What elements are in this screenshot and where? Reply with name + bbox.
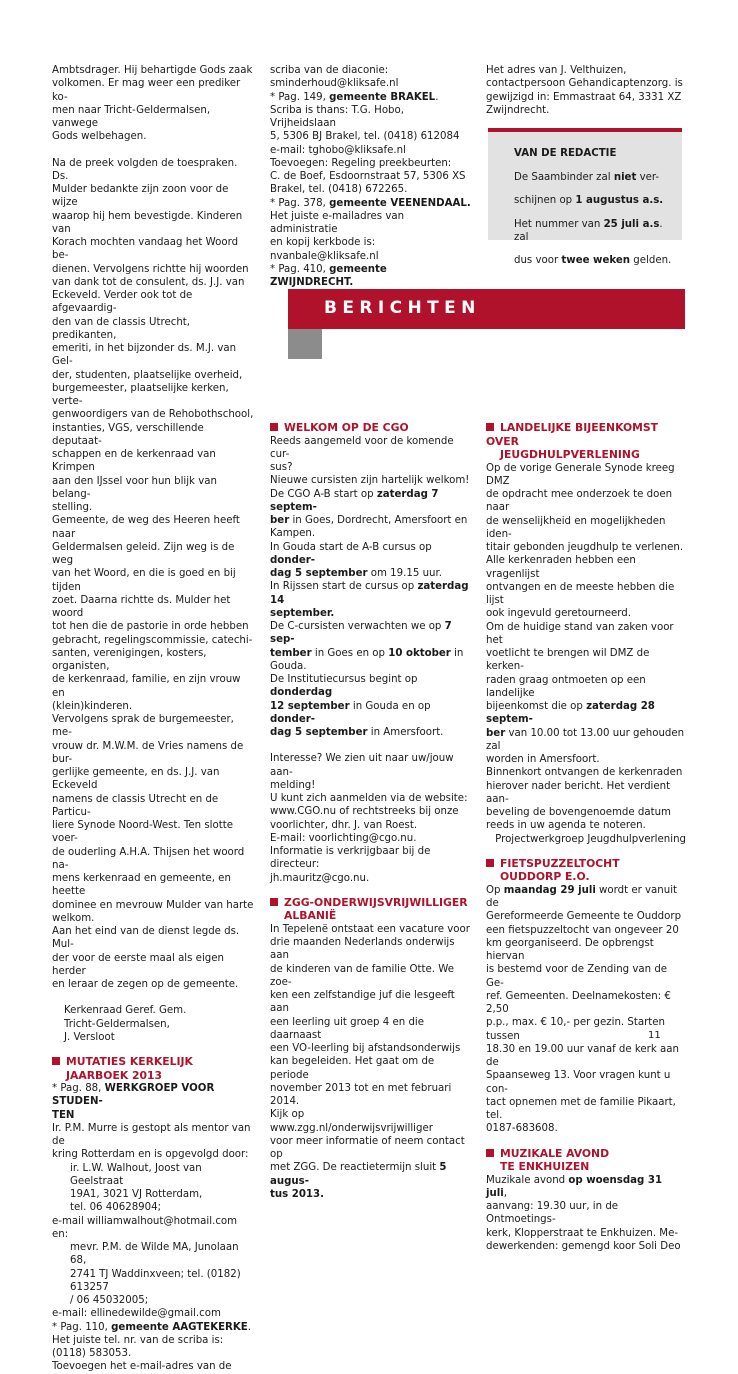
- text-line: liere Synode Noord-West. Ten slotte voer-: [52, 820, 233, 845]
- text-line: volkomen. Er mag weer een prediker ko-: [52, 78, 241, 103]
- text-line: worden in Amersfoort.: [486, 754, 600, 765]
- berichten-banner: [288, 289, 685, 329]
- section-zgg: [270, 896, 470, 1201]
- section-heading: FIETSPUZZELTOCHT OUDDORP E.O.: [486, 857, 686, 884]
- text-line: * Pag. 110, gemeente AAGTEKERKE.: [52, 1321, 252, 1333]
- text-line: melding!: [270, 779, 316, 791]
- text-line: der, studenten, plaatselijke overheid,: [52, 369, 243, 381]
- text-line: In Gouda start de A-B cursus op donder-: [270, 541, 432, 566]
- page-number: 11: [648, 1030, 661, 1041]
- text-line: Gouda.: [270, 660, 307, 672]
- text-line: Gemeente, de weg des Heeren heeft naar: [52, 515, 240, 540]
- text-line: TEN: [52, 1109, 75, 1121]
- text-line: een VO-leerling bij afstandsonderwijs: [270, 1043, 461, 1054]
- text-line: ber van 10.00 tot 13.00 uur gehouden zal: [486, 727, 685, 752]
- text-line: de opdracht mee onderzoek te doen naar: [486, 489, 673, 514]
- text-line: contactpersoon Gehandicaptenzorg. is: [486, 78, 683, 90]
- text-line: (klein)kinderen.: [52, 700, 133, 712]
- text-line: de kerkenraad, familie, en zijn vrouw en: [52, 674, 241, 699]
- text-line: Het nummer van 25 juli a.s. zal: [514, 218, 663, 243]
- text-line: Reeds aangemeld voor de komende cur-: [270, 435, 454, 460]
- text-line: een leerling uit groep 4 en die daarnaast: [270, 1016, 425, 1041]
- text-line: Binnenkort ontvangen de kerkenraden: [486, 767, 683, 779]
- text-line: 12 september in Gouda en op donder-: [270, 700, 431, 725]
- text-line: aan den IJssel voor hun blijk van belang-: [52, 475, 217, 500]
- column-3-bottom: [486, 421, 686, 1253]
- text-line: ontvangen en de meeste hebben die lijst: [486, 581, 675, 606]
- text-line: dag 5 september in Amersfoort.: [270, 727, 444, 738]
- email-text: e-mail: ellinedewilde@gmail.com: [52, 1308, 221, 1320]
- text-line: waarop hij hem bevestigde. Kinderen van: [52, 210, 243, 235]
- text-line: kring Rotterdam en is opgevolgd door:: [52, 1149, 249, 1161]
- text-line: Ir. P.M. Murre is gestopt als mentor van de: [52, 1122, 251, 1147]
- text-line: gerlijke gemeente, en ds. J.J. van Eckeveld: [52, 767, 220, 792]
- text-line: emeriti, in het bijzonder ds. M.J. van Gel-: [52, 343, 237, 368]
- text-line: Informatie is verkrijgbaar bij de directeur:: [270, 846, 431, 871]
- text-line: Toevoegen: Regeling preekbeurten:: [270, 157, 452, 169]
- text-line: voorlichter, dhr. J. van Roest.: [270, 819, 418, 831]
- column-2-top: [270, 64, 472, 289]
- text-line: In Rijssen start de cursus op zaterdag 14: [270, 581, 469, 606]
- text-line: dus voor twee weken gelden.: [514, 255, 672, 267]
- text-line: Na de preek volgden de toespraken. Ds.: [52, 157, 238, 182]
- text-line: 2741 TJ Waddinxveen; tel. (0182) 613257: [70, 1268, 241, 1293]
- text-line: reeds in uw agenda te noteren.: [486, 820, 646, 832]
- text-line: voetlicht te brengen wil DMZ de kerken-: [486, 648, 650, 673]
- text-line: 0187-683608.: [486, 1123, 558, 1135]
- section-heading: LANDELIJKE BIJEENKOMST OVER JEUGDHULPVERLENING: [486, 421, 659, 461]
- text-line: en kopij kerkbode is:: [270, 237, 376, 249]
- text-line: hierover nader bericht. Het verdient aan-: [486, 780, 671, 805]
- text-line: Muzikale avond op woensdag 31 juli,: [486, 1174, 663, 1199]
- text-line: kerk, Klopperstraat te Enkhuizen. Me-: [486, 1227, 679, 1239]
- text-line: namens de classis Utrecht en de Particu-: [52, 793, 219, 818]
- text-line: Nieuwe cursisten zijn hartelijk welkom!: [270, 475, 470, 487]
- text-line: gewijzigd in: Emmastraat 64, 3331 XZ: [486, 91, 682, 103]
- text-line: dewerkenden: gemengd koor Soli Deo: [486, 1240, 681, 1252]
- email-text: e-mail: tghobo@kliksafe.nl: [270, 144, 406, 156]
- column-3-top: [486, 64, 686, 117]
- text-line: de wenselijkheid en mogelijkheden iden-: [486, 515, 666, 540]
- text-line: bijeenkomst die op zaterdag 28 septem-: [486, 701, 655, 726]
- text-line: dienen. Vervolgens richtte hij woorden: [52, 263, 249, 275]
- signature-line: Tricht-Geldermalsen,: [64, 1018, 170, 1030]
- text-line: september.: [270, 607, 335, 619]
- text-line: De C-cursisten verwachten we op 7 sep-: [270, 621, 452, 646]
- redactie-box: [488, 128, 682, 267]
- text-line: Het juiste e-mailadres van administratie: [270, 210, 405, 235]
- text-line: instanties, VGS, verschillende deputaat-: [52, 422, 204, 447]
- text-line: tact opnemen met de familie Pikaart, tel.: [486, 1096, 676, 1121]
- text-line: / 06 45032005;: [70, 1295, 149, 1306]
- text-line: santen, verenigingen, kosters, organisten,: [52, 647, 207, 672]
- text-line: Kampen.: [270, 528, 316, 540]
- banner-title: BERICHTEN: [324, 298, 481, 318]
- text-line: scriba van de diaconie:: [270, 65, 389, 76]
- text-line: kan begeleiden. Het gaat om de periode: [270, 1056, 435, 1081]
- text-line: Alle kerkenraden hebben een vragenlijst: [486, 555, 636, 580]
- square-bullet-icon: [52, 1057, 60, 1065]
- text-line: (0118) 583053.: [52, 1348, 132, 1359]
- text-line: met ZGG. De reactietermijn sluit 5 augus-: [270, 1162, 447, 1187]
- email-text: e-mail williamwalhout@hotmail.com: [52, 1215, 238, 1227]
- text-line: Spaanseweg 13. Voor vragen kunt u con-: [486, 1070, 671, 1095]
- text-line: tember in Goes en op 10 oktober in: [270, 647, 464, 659]
- section-heading: MUZIKALE AVOND TE ENKHUIZEN: [486, 1147, 686, 1174]
- square-bullet-icon: [486, 423, 494, 431]
- text-line: ref. Gemeenten. Deelnamekosten: € 2,50: [486, 990, 671, 1015]
- redactie-title: VAN DE REDACTIE: [514, 148, 617, 160]
- text-line: Aan het eind van de dienst legde ds. Mul-: [52, 926, 240, 951]
- email-text: E-mail: voorlichting@cgo.nu.: [270, 832, 417, 844]
- text-line: In Tepelenë ontstaat een vacature voor: [270, 923, 470, 935]
- text-line: Gereformeerde Gemeente te Ouddorp: [486, 911, 682, 923]
- text-line: dag 5 september om 19.15 uur.: [270, 568, 442, 579]
- text-line: sus?: [270, 462, 293, 473]
- text-line: Gods welbehagen.: [52, 131, 147, 143]
- signature-line: J. Versloot: [64, 1031, 115, 1043]
- text-line: Brakel, tel. (0418) 672265.: [270, 184, 408, 196]
- text-line: een fietspuzzeltocht van ongeveer 20: [486, 924, 679, 936]
- text-line: p.p., max. € 10,- per gezin. Starten tussen: [486, 1017, 666, 1042]
- text-line: zoet. Daarna richtte ds. Mulder het woord: [52, 594, 231, 619]
- text-line: voor meer informatie of neem contact op: [270, 1135, 465, 1160]
- text-line: tus 2013.: [270, 1188, 324, 1200]
- text-line: schappen en de kerkenraad van Krimpen: [52, 449, 216, 474]
- text-line: vrouw dr. M.W.M. de Vries namens de bur-: [52, 740, 244, 765]
- text-line: titair gebonden jeugdhulp te verlenen.: [486, 542, 684, 553]
- column-2-bottom: [270, 421, 470, 1201]
- text-line: stelling.: [52, 502, 93, 513]
- text-line: Het juiste tel. nr. van de scriba is:: [52, 1334, 224, 1346]
- text-line: mens kerkenraad en gemeente, en heette: [52, 873, 231, 898]
- section-fietspuzzeltocht: [486, 857, 686, 1136]
- text-line: km georganiseerd. De opbrengst hiervan: [486, 937, 654, 962]
- section-heading: WELKOM OP DE CGO: [270, 421, 470, 435]
- text-line: de ouderling A.H.A. Thijsen het woord na-: [52, 846, 245, 871]
- text-line: Zwijndrecht.: [486, 104, 550, 116]
- text-line: de kinderen van de familie Otte. We zoe-: [270, 963, 455, 988]
- text-line: genwoordigers van de Rehobothschool,: [52, 409, 254, 421]
- text-line: ook ingevuld geretourneerd.: [486, 608, 632, 620]
- email-text: jh.mauritz@cgo.nu.: [270, 872, 370, 884]
- text-line: * Pag. 149, gemeente BRAKEL.: [270, 91, 439, 103]
- square-bullet-icon: [270, 423, 278, 431]
- text-line: 5, 5306 BJ Brakel, tel. (0418) 612084: [270, 131, 460, 143]
- section-landelijk: [486, 421, 686, 846]
- text-line: burgemeester, plaatselijke kerken, verte-: [52, 382, 229, 407]
- text-line: van het Woord, en die is goed en bij tijden: [52, 568, 236, 593]
- text-line: www.CGO.nu of rechtstreeks bij onze: [270, 806, 459, 818]
- text-line: Geldermalsen geleid. Zijn weg is de weg: [52, 541, 235, 566]
- text-line: ir. L.W. Walhout, Joost van Geelstraat: [70, 1162, 202, 1187]
- square-bullet-icon: [270, 898, 278, 906]
- text-line: der voor de eerste maal als eigen herder: [52, 952, 224, 977]
- text-line: dominee en mevrouw Mulder van harte: [52, 899, 254, 911]
- text-line: welkom.: [52, 912, 95, 924]
- column-1: [52, 64, 254, 1374]
- text-line: Mulder bedankte zijn zoon voor de wijze: [52, 184, 229, 209]
- banner-decoration: [288, 329, 322, 359]
- text-line: mevr. P.M. de Wilde MA, Junolaan 68,: [70, 1242, 239, 1267]
- text-line: tel. 06 40628904;: [70, 1202, 162, 1214]
- text-line: C. de Boef, Esdoornstraat 57, 5306 XS: [270, 171, 466, 182]
- text-line: van dank tot de consulent, ds. J.J. van: [52, 276, 245, 288]
- article-continuation: [52, 64, 254, 1044]
- email-text: sminderhoud@kliksafe.nl: [270, 78, 399, 90]
- text-line: De CGO A-B start op zaterdag 7 septem-: [270, 488, 439, 513]
- text-line: gebracht, regelingscommissie, catechi-: [52, 634, 253, 646]
- text-line: Het adres van J. Velthuizen,: [486, 65, 627, 76]
- text-line: Kijk op www.zgg.nl/onderwijsvrijwilliger: [270, 1109, 433, 1134]
- section-muzikale-avond: [486, 1147, 686, 1254]
- text-line: raden graag ontmoeten op een landelijke: [486, 674, 646, 699]
- text-line: ber in Goes, Dordrecht, Amersfoort en: [270, 515, 468, 526]
- text-line: tot hen die de pastorie in orde hebben: [52, 621, 249, 633]
- text-line: Toevoegen het e-mail-adres van de: [52, 1361, 232, 1373]
- text-line: 19A1, 3021 VJ Rotterdam,: [70, 1189, 203, 1200]
- text-line: De Institutiecursus begint op donderdag: [270, 674, 418, 699]
- text-line: 18.30 en 19.00 uur vanaf de kerk aan de: [486, 1043, 679, 1068]
- signature-line: Kerkenraad Geref. Gem.: [64, 1005, 187, 1017]
- section-heading: ZGG-ONDERWIJSVRIJWILLIGER ALBANIË: [270, 896, 470, 923]
- text-line: * Pag. 378, gemeente VEENENDAAL.: [270, 197, 471, 209]
- text-line: De Saambinder zal niet ver-: [514, 171, 660, 183]
- text-line: aanvang: 19.30 uur, in de Ontmoetings-: [486, 1201, 619, 1226]
- text-line: november 2013 tot en met februari 2014.: [270, 1082, 452, 1107]
- text-line: Scriba is thans: T.G. Hobo, Vrijheidslaan: [270, 104, 404, 129]
- text-line: Vervolgens sprak de burgemeester, me-: [52, 714, 234, 739]
- text-line: den van de classis Utrecht, predikanten,: [52, 316, 191, 341]
- text-line: en:: [52, 1228, 69, 1240]
- text-line: Eckeveld. Verder ook tot de afgevaardig-: [52, 290, 193, 315]
- section-cgo: [270, 421, 470, 885]
- signature-line: Projectwerkgroep Jeugdhulpverlening: [495, 833, 686, 845]
- square-bullet-icon: [486, 859, 494, 867]
- text-line: drie maanden Nederlands onderwijs aan: [270, 937, 455, 962]
- text-line: Korach mochten vandaag het Woord be-: [52, 237, 239, 262]
- text-line: U kunt zich aanmelden via de website:: [270, 793, 468, 804]
- text-line: en leraar de zegen op de gemeente.: [52, 979, 239, 990]
- text-line: Ambtsdrager. Hij behartigde Gods zaak: [52, 65, 253, 76]
- text-line: Interesse? We zien uit naar uw/jouw aan-: [270, 753, 454, 778]
- text-line: schijnen op 1 augustus a.s.: [514, 195, 664, 207]
- text-line: beveling de bovengenoemde datum: [486, 807, 671, 818]
- text-line: Om de huidige stand van zaken voor het: [486, 621, 674, 646]
- text-line: is bestemd voor de Zending van de Ge-: [486, 964, 668, 989]
- section-mutaties: [52, 1055, 254, 1374]
- square-bullet-icon: [486, 1149, 494, 1157]
- email-text: nvanbale@kliksafe.nl: [270, 250, 379, 262]
- text-line: * Pag. 410, gemeente ZWIJNDRECHT.: [270, 263, 387, 288]
- section-heading: MUTATIES KERKELIJK JAARBOEK 2013: [52, 1055, 254, 1082]
- text-line: Op maandag 29 juli wordt er vanuit de: [486, 884, 678, 909]
- text-line: * Pag. 88, WERKGROEP VOOR STUDEN-: [52, 1083, 215, 1108]
- text-line: ken een zelfstandige juf die lesgeeft aan: [270, 990, 455, 1015]
- text-line: men naar Tricht-Geldermalsen, vanwege: [52, 104, 211, 129]
- text-line: Op de vorige Generale Synode kreeg DMZ: [486, 462, 675, 487]
